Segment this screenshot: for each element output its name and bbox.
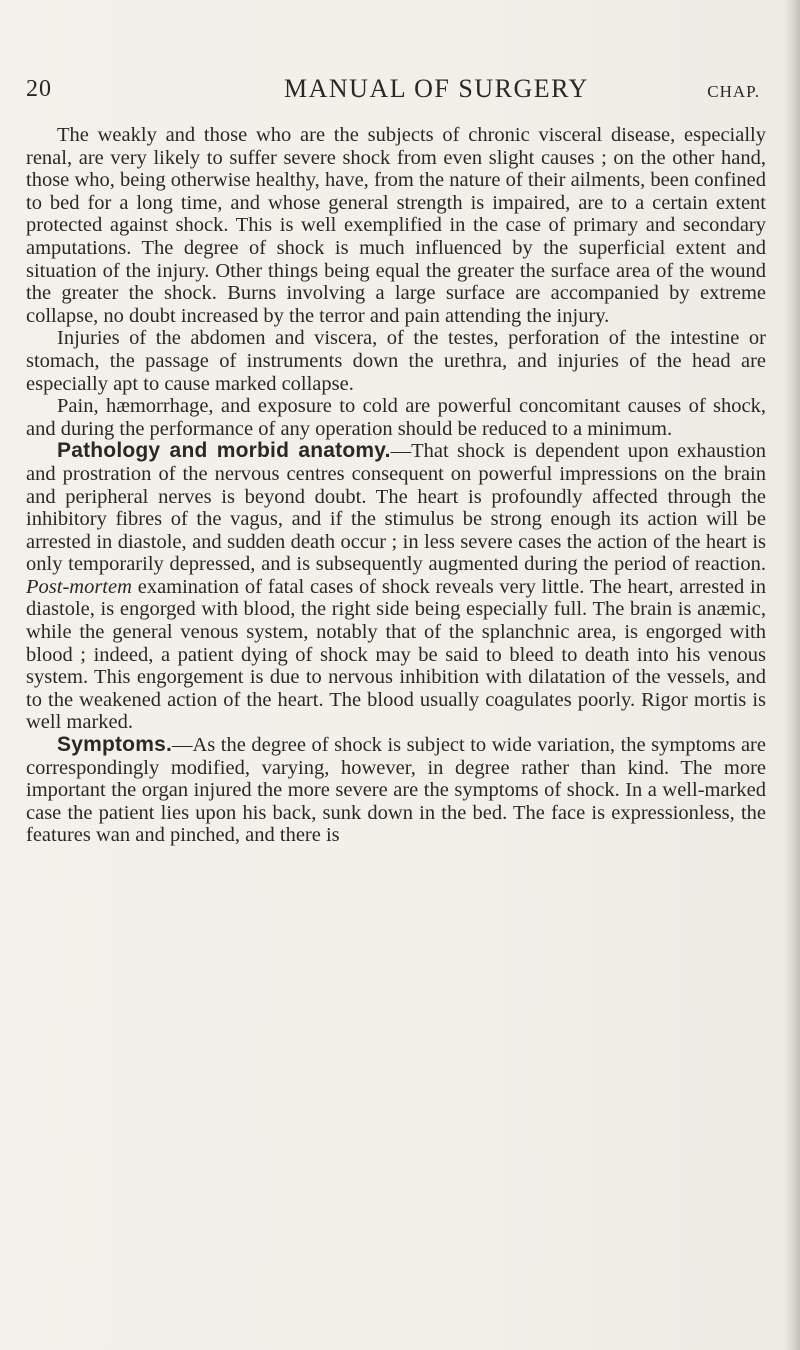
paragraph-weakly-patients: The weakly and those who are the subjects of chronic visceral disease, especially renal, are very likely to suffer severe shock from even slight causes ; on the other hand, those who, being otherwise healthy, have, from the nature of their ailments, been confined to bed for a long time, and whose general strength is impaired, are to a certain extent protected against shock. This is well exemplified in the case of primary and secondary amputations. The degree of shock is much influenced by the superficial extent and situation of the injury. Other things being equal the greater the surface area of the wound the greater the shock. Burns involving a large surface are accompanied by extreme collapse, no doubt increased by the terror and pain attending the injury. (26, 124, 766, 327)
pathology-text-part-1: —That shock is dependent upon exhaustion and prostration of the nervous centres consequent on powerful impressions on the brain and peripheral nerves is beyond doubt. The heart is profoundly affected through the inhibitory fibres of the vagus, and if the stimulus be strong enough its action will be arrested in diastole, and sudden death occur ; in less severe cases the action of the heart is only temporarily depressed, and is subsequently augmented during the period of reaction. (26, 440, 766, 576)
page-edge-shadow (784, 0, 800, 1350)
section-heading-pathology: Pathology and morbid anatomy. (57, 439, 391, 463)
paragraph-pathology (26, 440, 766, 734)
paragraph-pain-haemorrhage: Pain, hæmorrhage, and exposure to cold are powerful concomitant causes of shock, and during the performance of any operation should be reduced to a minimum. (26, 395, 766, 440)
paragraph-symptoms (26, 734, 766, 847)
body-text (26, 124, 766, 847)
running-title: MANUAL OF SURGERY (284, 74, 589, 103)
section-heading-symptoms: Symptoms. (57, 733, 172, 757)
paragraph-injuries-abdomen: Injuries of the abdomen and viscera, of the testes, perforation of the intestine or stomach, the passage of instruments down the urethra, and injuries of the head are especially apt to cause marked collapse. (26, 327, 766, 395)
page-number: 20 (26, 76, 52, 102)
post-mortem-term: Post-mortem (26, 575, 132, 598)
running-header (26, 72, 766, 112)
symptoms-text: —As the degree of shock is subject to wide variation, the symptoms are correspondingly modified, varying, however, in degree rather than kind. The more important the organ injured the more severe are the symptoms of shock. In a well-marked case the patient lies upon his back, sunk down in the bed. The face is expressionless, the features wan and pinched, and there is (26, 734, 766, 847)
chapter-label: CHAP. (707, 82, 760, 101)
pathology-text-part-2: examination of fatal cases of shock reveals very little. The heart, arrested in diastole, is engorged with blood, the right side being especially full. The brain is anæmic, while the general venous system, notably that of the splanchnic area, is engorged with blood ; indeed, a patient dying of shock may be said to bleed to death into his venous system. This engorgement is due to nervous inhibition with dilatation of the vessels, and to the weakened action of the heart. The blood usually coagulates poorly. Rigor mortis is well marked. (26, 575, 766, 734)
